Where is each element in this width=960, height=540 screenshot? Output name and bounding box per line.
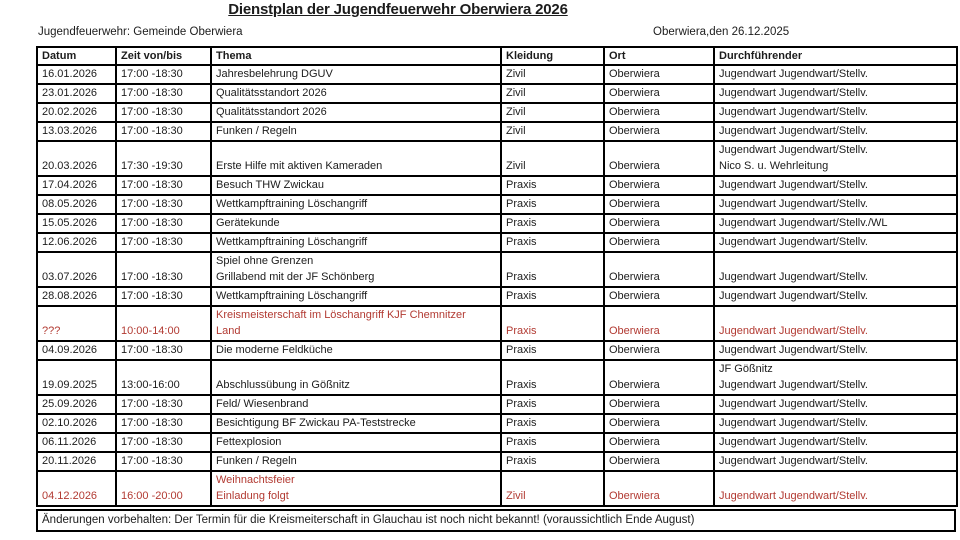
cell-kleidung: Praxis [501, 195, 604, 214]
org-line: Jugendfeuerwehr: Gemeinde Oberwiera [38, 26, 243, 38]
cell-thema: Abschlussübung in Gößnitz [211, 360, 501, 395]
cell-thema: Fettexplosion [211, 433, 501, 452]
cell-kleidung: Praxis [501, 433, 604, 452]
cell-durchfuehrender: Jugendwart Jugendwart/Stellv. [714, 306, 957, 341]
cell-ort: Oberwiera [604, 195, 714, 214]
cell-zeit: 17:00 -18:30 [116, 214, 211, 233]
cell-datum: 17.04.2026 [37, 176, 116, 195]
cell-ort: Oberwiera [604, 233, 714, 252]
cell-zeit: 17:00 -18:30 [116, 433, 211, 452]
cell-thema: Funken / Regeln [211, 122, 501, 141]
cell-durchfuehrender: Jugendwart Jugendwart/Stellv. [714, 252, 957, 287]
cell-thema: Kreismeisterschaft im Löschangriff KJF Chemnitzer Land [211, 306, 501, 341]
table-row [37, 214, 957, 233]
cell-thema: Jahresbelehrung DGUV [211, 65, 501, 84]
cell-kleidung: Praxis [501, 395, 604, 414]
cell-thema: Gerätekunde [211, 214, 501, 233]
cell-datum: 16.01.2026 [37, 65, 116, 84]
cell-kleidung: Praxis [501, 287, 604, 306]
cell-zeit: 17:00 -18:30 [116, 195, 211, 214]
cell-durchfuehrender: Jugendwart Jugendwart/Stellv. [714, 103, 957, 122]
table-row [37, 84, 957, 103]
cell-thema: Funken / Regeln [211, 452, 501, 471]
cell-ort: Oberwiera [604, 252, 714, 287]
cell-thema: Wettkampftraining Löschangriff [211, 287, 501, 306]
cell-ort: Oberwiera [604, 103, 714, 122]
cell-zeit: 17:00 -18:30 [116, 287, 211, 306]
cell-datum: 23.01.2026 [37, 84, 116, 103]
table-row [37, 433, 957, 452]
cell-ort: Oberwiera [604, 65, 714, 84]
cell-durchfuehrender: Jugendwart Jugendwart/Stellv. [714, 471, 957, 506]
table-row [37, 414, 957, 433]
header-thema: Thema [211, 47, 501, 65]
cell-zeit: 17:00 -18:30 [116, 233, 211, 252]
cell-durchfuehrender: Jugendwart Jugendwart/Stellv. [714, 395, 957, 414]
cell-datum: 13.03.2026 [37, 122, 116, 141]
cell-ort: Oberwiera [604, 471, 714, 506]
cell-durchfuehrender: JF Gößnitz Jugendwart Jugendwart/Stellv. [714, 360, 957, 395]
table-row [37, 341, 957, 360]
cell-datum: 20.03.2026 [37, 141, 116, 176]
cell-durchfuehrender: Jugendwart Jugendwart/Stellv. [714, 287, 957, 306]
cell-ort: Oberwiera [604, 395, 714, 414]
cell-durchfuehrender: Jugendwart Jugendwart/Stellv. [714, 341, 957, 360]
table-row [37, 252, 957, 287]
cell-ort: Oberwiera [604, 287, 714, 306]
cell-zeit: 10:00-14:00 [116, 306, 211, 341]
cell-thema: Wettkampftraining Löschangriff [211, 195, 501, 214]
cell-zeit: 17:30 -19:30 [116, 141, 211, 176]
cell-thema: Besuch THW Zwickau [211, 176, 501, 195]
cell-kleidung: Praxis [501, 176, 604, 195]
header-zeit: Zeit von/bis [116, 47, 211, 65]
cell-durchfuehrender: Jugendwart Jugendwart/Stellv. [714, 195, 957, 214]
cell-durchfuehrender: Jugendwart Jugendwart/Stellv. [714, 84, 957, 103]
cell-ort: Oberwiera [604, 141, 714, 176]
cell-thema: Besichtigung BF Zwickau PA-Teststrecke [211, 414, 501, 433]
cell-thema: Erste Hilfe mit aktiven Kameraden [211, 141, 501, 176]
cell-kleidung: Zivil [501, 103, 604, 122]
cell-zeit: 13:00-16:00 [116, 360, 211, 395]
cell-thema: Wettkampftraining Löschangriff [211, 233, 501, 252]
cell-thema: Weihnachtsfeier Einladung folgt [211, 471, 501, 506]
cell-datum: 04.12.2026 [37, 471, 116, 506]
table-row [37, 360, 957, 395]
table-row [37, 176, 957, 195]
cell-kleidung: Zivil [501, 84, 604, 103]
cell-datum: 12.06.2026 [37, 233, 116, 252]
header-durchfuehrender: Durchführender [714, 47, 957, 65]
cell-zeit: 17:00 -18:30 [116, 395, 211, 414]
page-title: Dienstplan der Jugendfeuerwehr Oberwiera 2026 [228, 1, 568, 18]
footer-note: Änderungen vorbehalten: Der Termin für die Kreismeiterschaft in Glauchau ist noch nicht bekannt! (voraussichtlich Ende August) [36, 509, 956, 532]
cell-ort: Oberwiera [604, 84, 714, 103]
cell-durchfuehrender: Jugendwart Jugendwart/Stellv./WL [714, 214, 957, 233]
cell-durchfuehrender: Jugendwart Jugendwart/Stellv. [714, 433, 957, 452]
cell-thema: Qualitätsstandort 2026 [211, 103, 501, 122]
table-row [37, 122, 957, 141]
table-row [37, 287, 957, 306]
cell-thema: Die moderne Feldküche [211, 341, 501, 360]
table-row [37, 452, 957, 471]
cell-zeit: 17:00 -18:30 [116, 65, 211, 84]
table-row [37, 103, 957, 122]
cell-datum: 19.09.2025 [37, 360, 116, 395]
cell-datum: 25.09.2026 [37, 395, 116, 414]
cell-kleidung: Praxis [501, 233, 604, 252]
cell-zeit: 17:00 -18:30 [116, 252, 211, 287]
cell-kleidung: Praxis [501, 214, 604, 233]
cell-durchfuehrender: Jugendwart Jugendwart/Stellv. [714, 176, 957, 195]
table-row [37, 395, 957, 414]
cell-datum: 15.05.2026 [37, 214, 116, 233]
cell-zeit: 17:00 -18:30 [116, 84, 211, 103]
cell-datum: 02.10.2026 [37, 414, 116, 433]
cell-durchfuehrender: Jugendwart Jugendwart/Stellv. [714, 452, 957, 471]
header-row [37, 47, 957, 65]
date-line: Oberwiera,den 26.12.2025 [653, 26, 790, 38]
cell-ort: Oberwiera [604, 452, 714, 471]
cell-zeit: 17:00 -18:30 [116, 414, 211, 433]
cell-datum: 28.08.2026 [37, 287, 116, 306]
content-area [36, 46, 956, 532]
header-ort: Ort [604, 47, 714, 65]
table-row [37, 306, 957, 341]
cell-durchfuehrender: Jugendwart Jugendwart/Stellv. [714, 414, 957, 433]
cell-zeit: 16:00 -20:00 [116, 471, 211, 506]
info-line [0, 26, 960, 42]
cell-ort: Oberwiera [604, 414, 714, 433]
cell-zeit: 17:00 -18:30 [116, 122, 211, 141]
cell-kleidung: Praxis [501, 306, 604, 341]
cell-thema: Spiel ohne Grenzen Grillabend mit der JF Schönberg [211, 252, 501, 287]
cell-thema: Feld/ Wiesenbrand [211, 395, 501, 414]
cell-kleidung: Praxis [501, 452, 604, 471]
cell-zeit: 17:00 -18:30 [116, 176, 211, 195]
cell-durchfuehrender: Jugendwart Jugendwart/Stellv. [714, 122, 957, 141]
cell-durchfuehrender: Jugendwart Jugendwart/Stellv. [714, 233, 957, 252]
header-datum: Datum [37, 47, 116, 65]
table-row [37, 233, 957, 252]
cell-ort: Oberwiera [604, 176, 714, 195]
schedule-table [36, 46, 958, 507]
cell-kleidung: Praxis [501, 360, 604, 395]
table-row [37, 141, 957, 176]
schedule-table-body [37, 65, 957, 506]
cell-ort: Oberwiera [604, 306, 714, 341]
cell-datum: 20.02.2026 [37, 103, 116, 122]
cell-datum: 03.07.2026 [37, 252, 116, 287]
table-row [37, 471, 957, 506]
cell-datum: ??? [37, 306, 116, 341]
table-row [37, 65, 957, 84]
cell-zeit: 17:00 -18:30 [116, 103, 211, 122]
table-row [37, 195, 957, 214]
cell-ort: Oberwiera [604, 122, 714, 141]
cell-datum: 20.11.2026 [37, 452, 116, 471]
cell-kleidung: Zivil [501, 65, 604, 84]
cell-kleidung: Praxis [501, 414, 604, 433]
cell-ort: Oberwiera [604, 360, 714, 395]
cell-ort: Oberwiera [604, 341, 714, 360]
header-kleidung: Kleidung [501, 47, 604, 65]
cell-zeit: 17:00 -18:30 [116, 452, 211, 471]
cell-ort: Oberwiera [604, 433, 714, 452]
cell-kleidung: Zivil [501, 122, 604, 141]
cell-kleidung: Praxis [501, 252, 604, 287]
cell-thema: Qualitätsstandort 2026 [211, 84, 501, 103]
cell-ort: Oberwiera [604, 214, 714, 233]
cell-durchfuehrender: Jugendwart Jugendwart/Stellv. [714, 65, 957, 84]
cell-zeit: 17:00 -18:30 [116, 341, 211, 360]
cell-datum: 04.09.2026 [37, 341, 116, 360]
cell-datum: 06.11.2026 [37, 433, 116, 452]
cell-durchfuehrender: Jugendwart Jugendwart/Stellv. Nico S. u. Wehrleitung [714, 141, 957, 176]
cell-kleidung: Zivil [501, 471, 604, 506]
cell-kleidung: Praxis [501, 341, 604, 360]
cell-kleidung: Zivil [501, 141, 604, 176]
cell-datum: 08.05.2026 [37, 195, 116, 214]
